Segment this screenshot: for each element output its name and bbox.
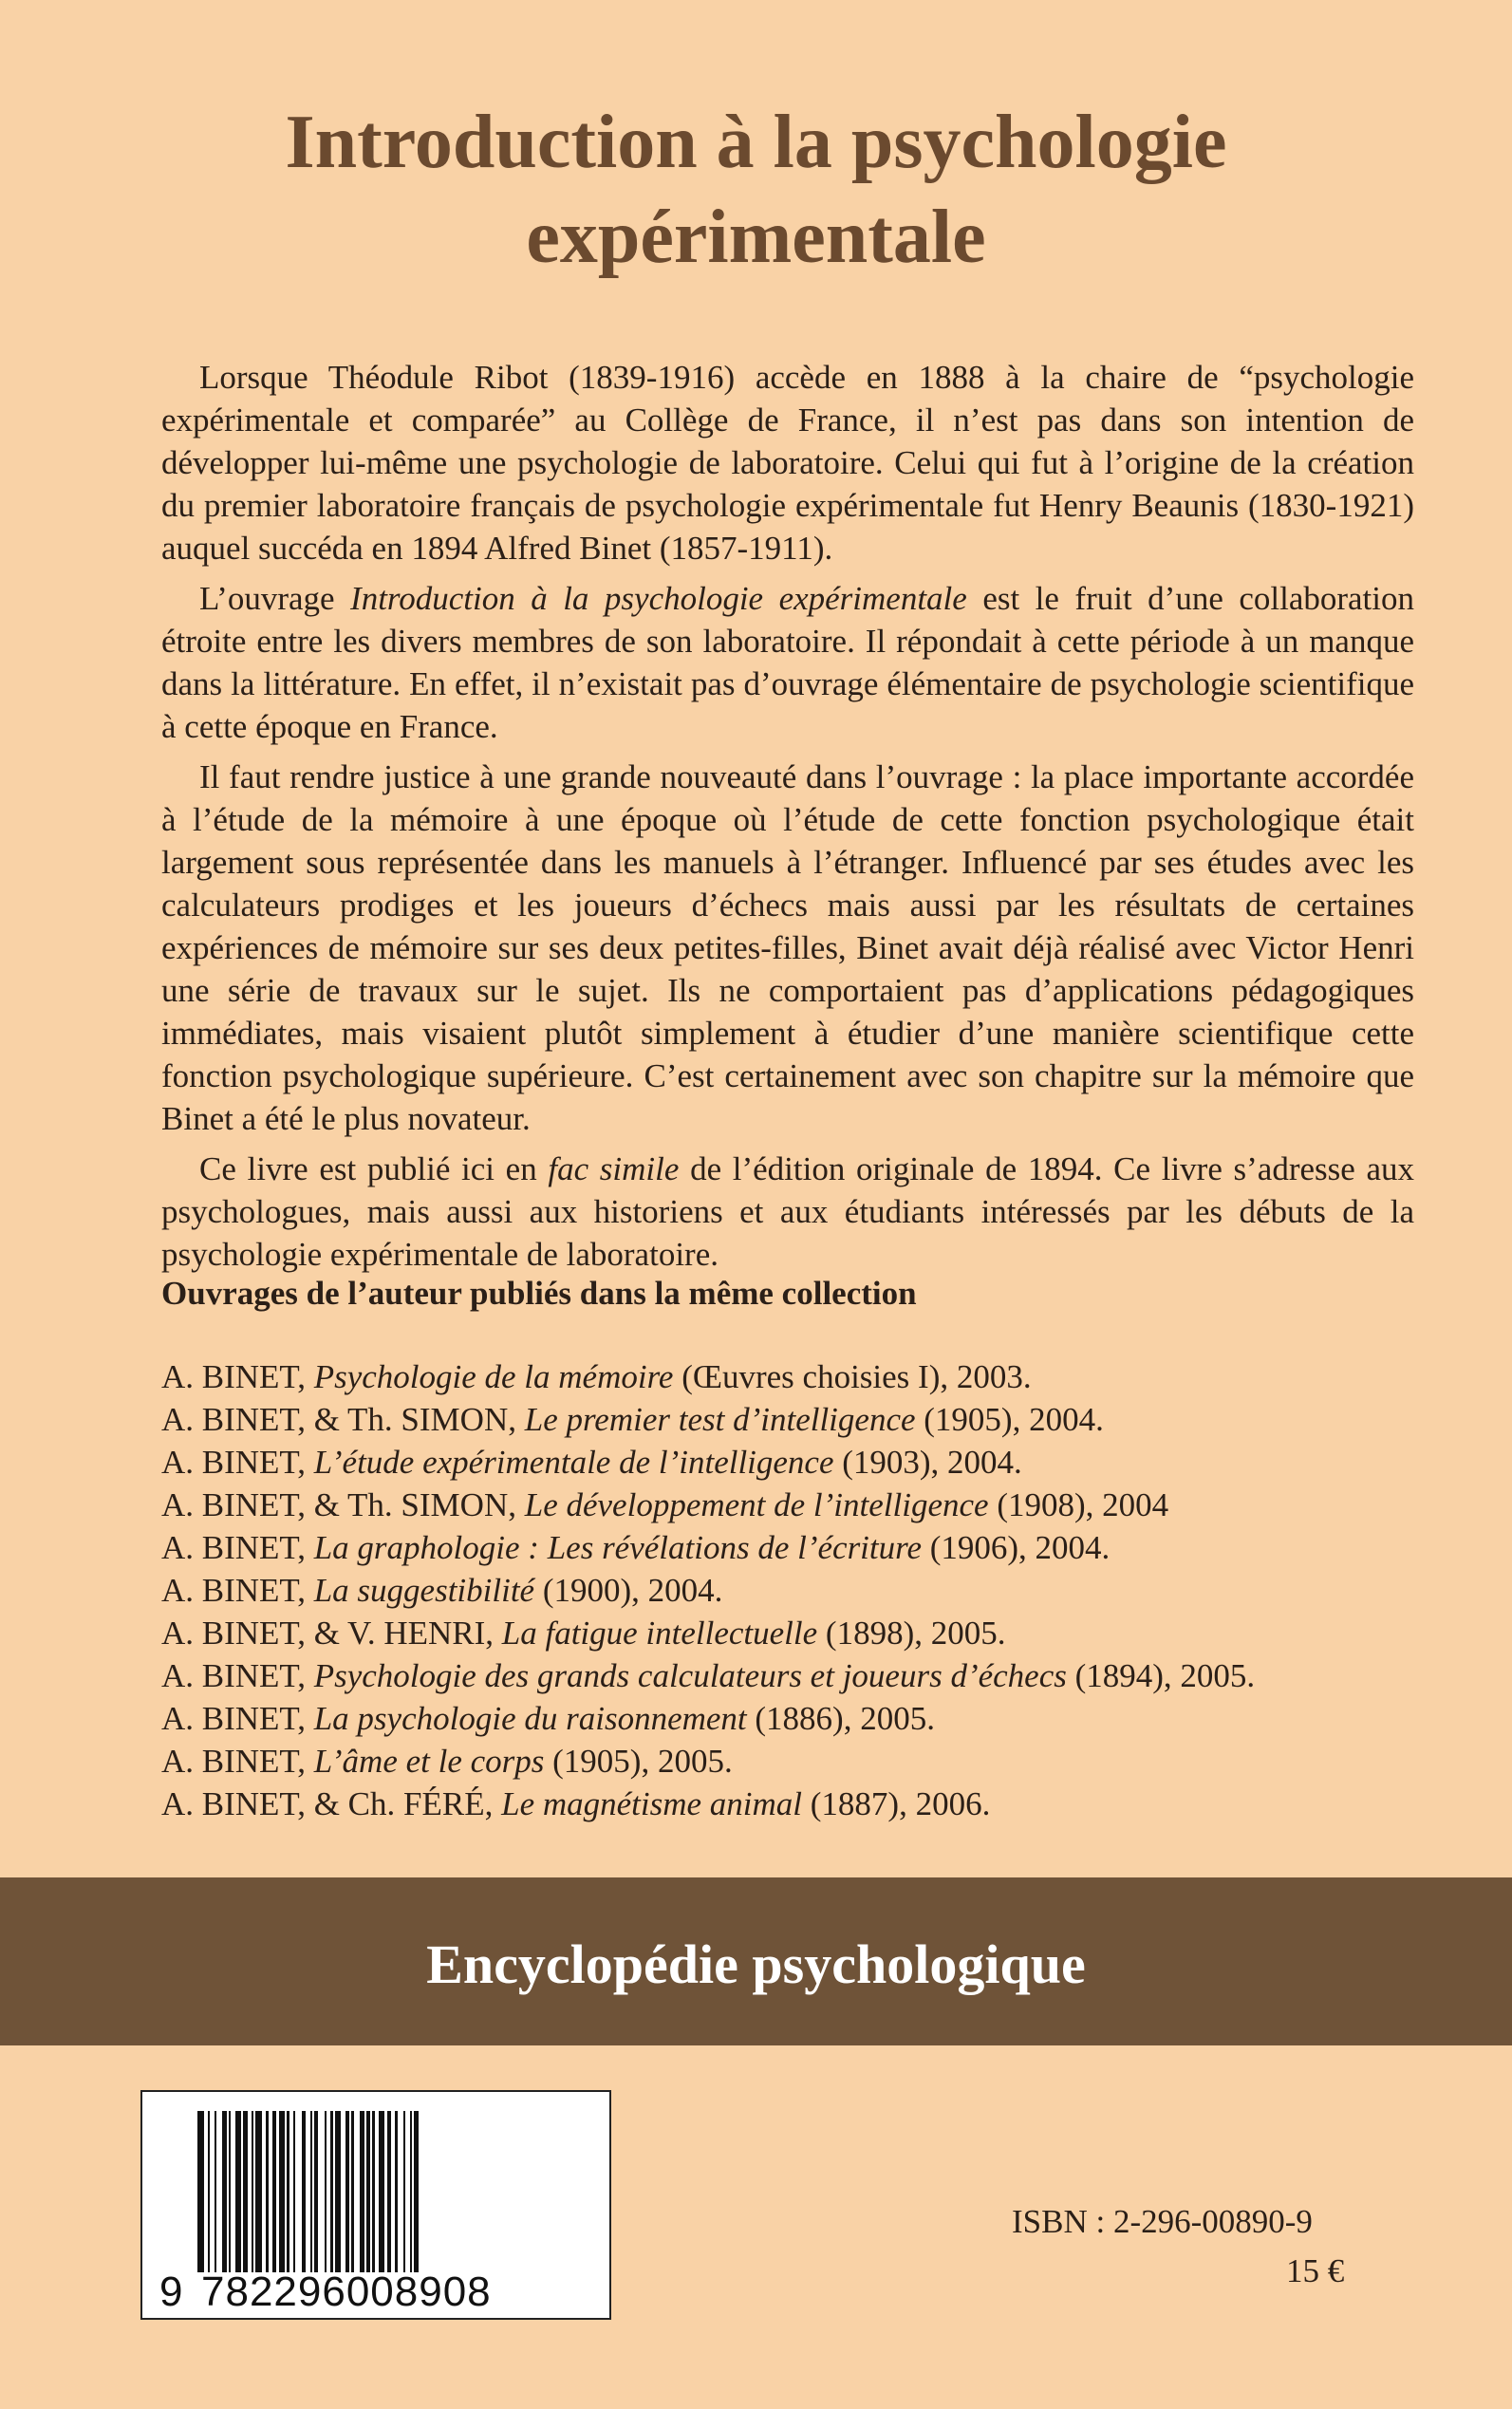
blurb-paragraph-3: Il faut rendre justice à une grande nouveauté dans l’ouvrage : la place importante accordée à l’étude de la mémoire à une époque où l’étude de cette fonction psychologique était largement sous représentée dans les manuels à l’étranger. Influencé par ses études avec les calculateurs prodiges et les joueurs d’échecs mais aussi par les résultats de certaines expériences de mémoire sur ses deux petites-filles, Binet avait déjà réalisé avec Victor Henri une série de travaux sur le sujet. Ils ne comportaient pas d’applications pédagogiques immédiates, mais visaient plutôt simplement à étudier d’une manière scientifique cette fonction psychologique supérieure. C’est certainement avec son chapitre sur la mémoire que Binet a été le plus novateur. [161,758,1414,1137]
book-title-italic: Introduction à la psychologie expérimentale [350,580,967,617]
isbn: ISBN : 2-296-00890-9 [1012,2203,1313,2240]
works-list-item: A. BINET, & Th. SIMON, Le premier test d’intelligence (1905), 2004. [161,1401,1104,1438]
blurb-paragraph-1: Lorsque Théodule Ribot (1839-1916) accède en 1888 à la chaire de “psychologie expérimentale et comparée” au Collège de France, il n’est pas dans son intention de développer lui-même une psychologie de laboratoire. Celui qui fut à l’origine de la création du premier laboratoire français de psychologie expérimentale fut Henry Beaunis (1830-1921) auquel succéda en 1894 Alfred Binet (1857-1911). [161,359,1414,567]
works-list-item: A. BINET, La graphologie : Les révélations de l’écriture (1906), 2004. [161,1529,1111,1566]
works-list-item: A. BINET, L’âme et le corps (1905), 2005. [161,1743,733,1780]
works-list-item: A. BINET, & Th. SIMON, Le développement de l’intelligence (1908), 2004 [161,1486,1169,1523]
back-cover-blurb [161,356,1414,1283]
works-list-item: A. BINET, La suggestibilité (1900), 2004. [161,1572,723,1609]
works-list-item: A. BINET, Psychologie de la mémoire (Œuvres choisies I), 2003. [161,1358,1032,1395]
blurb-paragraph-4: Ce livre est publié ici en fac simile de l’édition originale de 1894. Ce livre s’adresse aux psychologues, mais aussi aux historiens et aux étudiants intéressés par les débuts de la psychologie expérimentale de laboratoire. [161,1150,1414,1273]
works-list-item: A. BINET, Psychologie des grands calculateurs et joueurs d’échecs (1894), 2005. [161,1657,1256,1694]
works-list-item: A. BINET, La psychologie du raisonnement (1886), 2005. [161,1700,935,1737]
works-heading: Ouvrages de l’auteur publiés dans la même collection [161,1275,917,1312]
book-title [0,95,1512,285]
works-list-item: A. BINET, & Ch. FÉRÉ, Le magnétisme animal (1887), 2006. [161,1785,991,1822]
fac-simile-italic: fac simile [548,1150,680,1187]
book-title-line-1: Introduction à la psychologie [285,101,1227,184]
works-list-item: A. BINET, & V. HENRI, La fatigue intellectuelle (1898), 2005. [161,1615,1006,1652]
price: 15 € [1286,2252,1345,2289]
works-list-item: A. BINET, L’étude expérimentale de l’intelligence (1903), 2004. [161,1444,1022,1481]
book-title-line-2: expérimentale [526,196,986,279]
barcode-bars [197,2111,596,2272]
works-list [161,1355,1414,1825]
blurb-paragraph-2: L’ouvrage Introduction à la psychologie expérimentale est le fruit d’une collaboration étroite entre les divers membres de son laboratoire. Il répondait à cette période à un manque dans la littérature. En effet, il n’existait pas d’ouvrage élémentaire de psychologie scientifique à cette époque en France. [161,580,1415,745]
barcode: 9 782296008908 [140,2090,611,2320]
collection-name: Encyclopédie psychologique [426,1933,1086,1995]
